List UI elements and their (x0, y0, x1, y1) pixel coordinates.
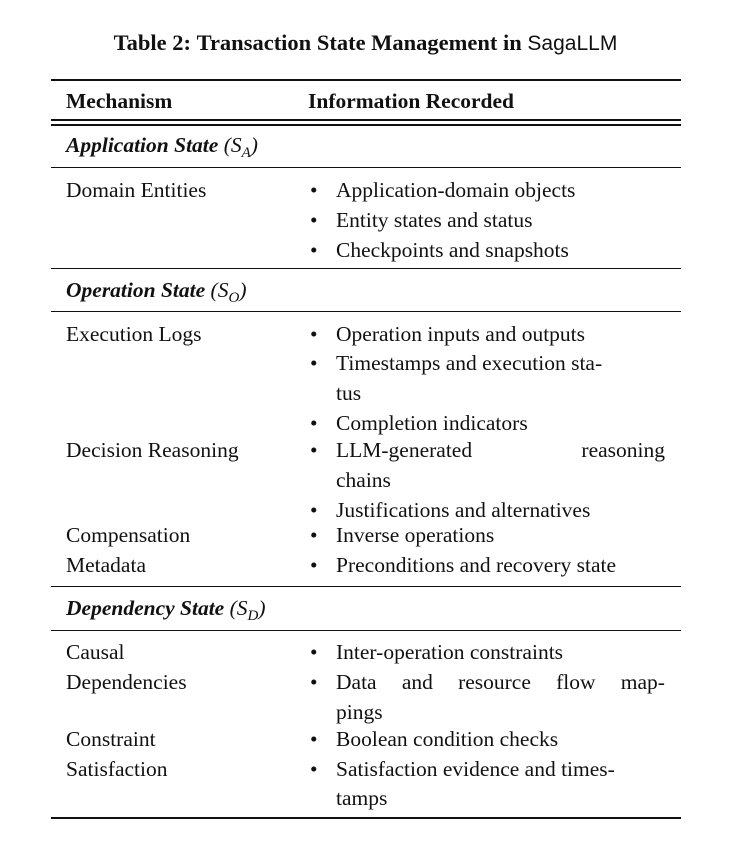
section-rule (51, 311, 681, 312)
header-rule-2 (51, 124, 681, 126)
info-item: Justifications and alternatives (336, 498, 591, 522)
info-item (336, 672, 665, 694)
info-word: flow (556, 670, 596, 694)
bullet-icon: • (310, 640, 318, 664)
mechanism-compensation: Compensation (66, 523, 191, 547)
header-rule-1 (51, 119, 681, 121)
info-word: and (401, 670, 433, 694)
section-rule (51, 167, 681, 168)
mechanism-execution-logs: Execution Logs (66, 322, 202, 346)
bullet-icon: • (310, 178, 318, 202)
info-word: map- (620, 670, 665, 694)
info-item-continued: tus (336, 381, 362, 405)
section-rule (51, 630, 681, 631)
mechanism-decision-reasoning: Decision Reasoning (66, 438, 239, 462)
section-symbol: $(S_O)$ (210, 278, 247, 306)
bullet-icon: • (310, 411, 318, 435)
caption-label: Table 2: (113, 30, 191, 55)
info-item: Inter-operation constraints (336, 640, 564, 664)
header-information-recorded: Information Recorded (308, 89, 515, 113)
info-item-continued: tamps (336, 786, 388, 810)
table-caption (0, 30, 731, 56)
bullet-icon: • (310, 438, 318, 462)
info-word: Data (336, 670, 377, 694)
bullet-icon: • (310, 523, 318, 547)
bullet-icon: • (310, 757, 318, 781)
bullet-icon: • (310, 238, 318, 262)
bottom-rule (51, 817, 681, 819)
info-item: Inverse operations (336, 523, 495, 547)
info-item: Operation inputs and outputs (336, 322, 586, 346)
section-title: Dependency State (66, 596, 225, 620)
section-title: Operation State (66, 278, 206, 302)
bullet-icon: • (310, 727, 318, 751)
section-rule (51, 268, 681, 269)
section-application-state (66, 135, 258, 161)
info-item: Application-domain objects (336, 178, 576, 202)
info-item: Preconditions and recovery state (336, 553, 617, 577)
info-text: Timestamps and execution sta- (336, 351, 603, 375)
info-item: Boolean condition checks (336, 727, 559, 751)
info-word: resource (458, 670, 531, 694)
section-symbol: $(S_A)$ (223, 133, 258, 161)
caption-title: Transaction State Management in (196, 30, 522, 55)
bullet-icon: • (310, 322, 318, 346)
top-rule (51, 79, 681, 81)
section-symbol: $(S_D)$ (229, 596, 266, 624)
mechanism-satisfaction: Satisfaction (66, 757, 168, 781)
info-item (336, 440, 665, 462)
info-item: Entity states and status (336, 208, 533, 232)
section-rule (51, 586, 681, 587)
info-item: Satisfaction evidence and times- (336, 757, 615, 781)
bullet-icon: • (310, 351, 318, 375)
info-word: reasoning (581, 438, 665, 462)
mechanism-metadata: Metadata (66, 553, 146, 577)
info-item: Checkpoints and snapshots (336, 238, 569, 262)
bullet-icon: • (310, 670, 318, 694)
section-operation-state (66, 280, 246, 306)
mechanism-constraint: Constraint (66, 727, 156, 751)
bullet-icon: • (310, 208, 318, 232)
info-item-continued: chains (336, 468, 391, 492)
caption-system-name: SagaLLM (527, 32, 618, 55)
info-word: LLM-generated (336, 438, 473, 462)
mechanism-dependencies: Dependencies (66, 670, 187, 694)
bullet-icon: • (310, 553, 318, 577)
info-item-continued: pings (336, 700, 383, 724)
info-item (336, 353, 667, 375)
header-mechanism: Mechanism (66, 89, 173, 113)
info-item: Completion indicators (336, 411, 528, 435)
mechanism-domain-entities: Domain Entities (66, 178, 207, 202)
mechanism-causal: Causal (66, 640, 125, 664)
bullet-icon: • (310, 498, 318, 522)
section-title: Application State (66, 133, 219, 157)
section-dependency-state (66, 598, 266, 624)
